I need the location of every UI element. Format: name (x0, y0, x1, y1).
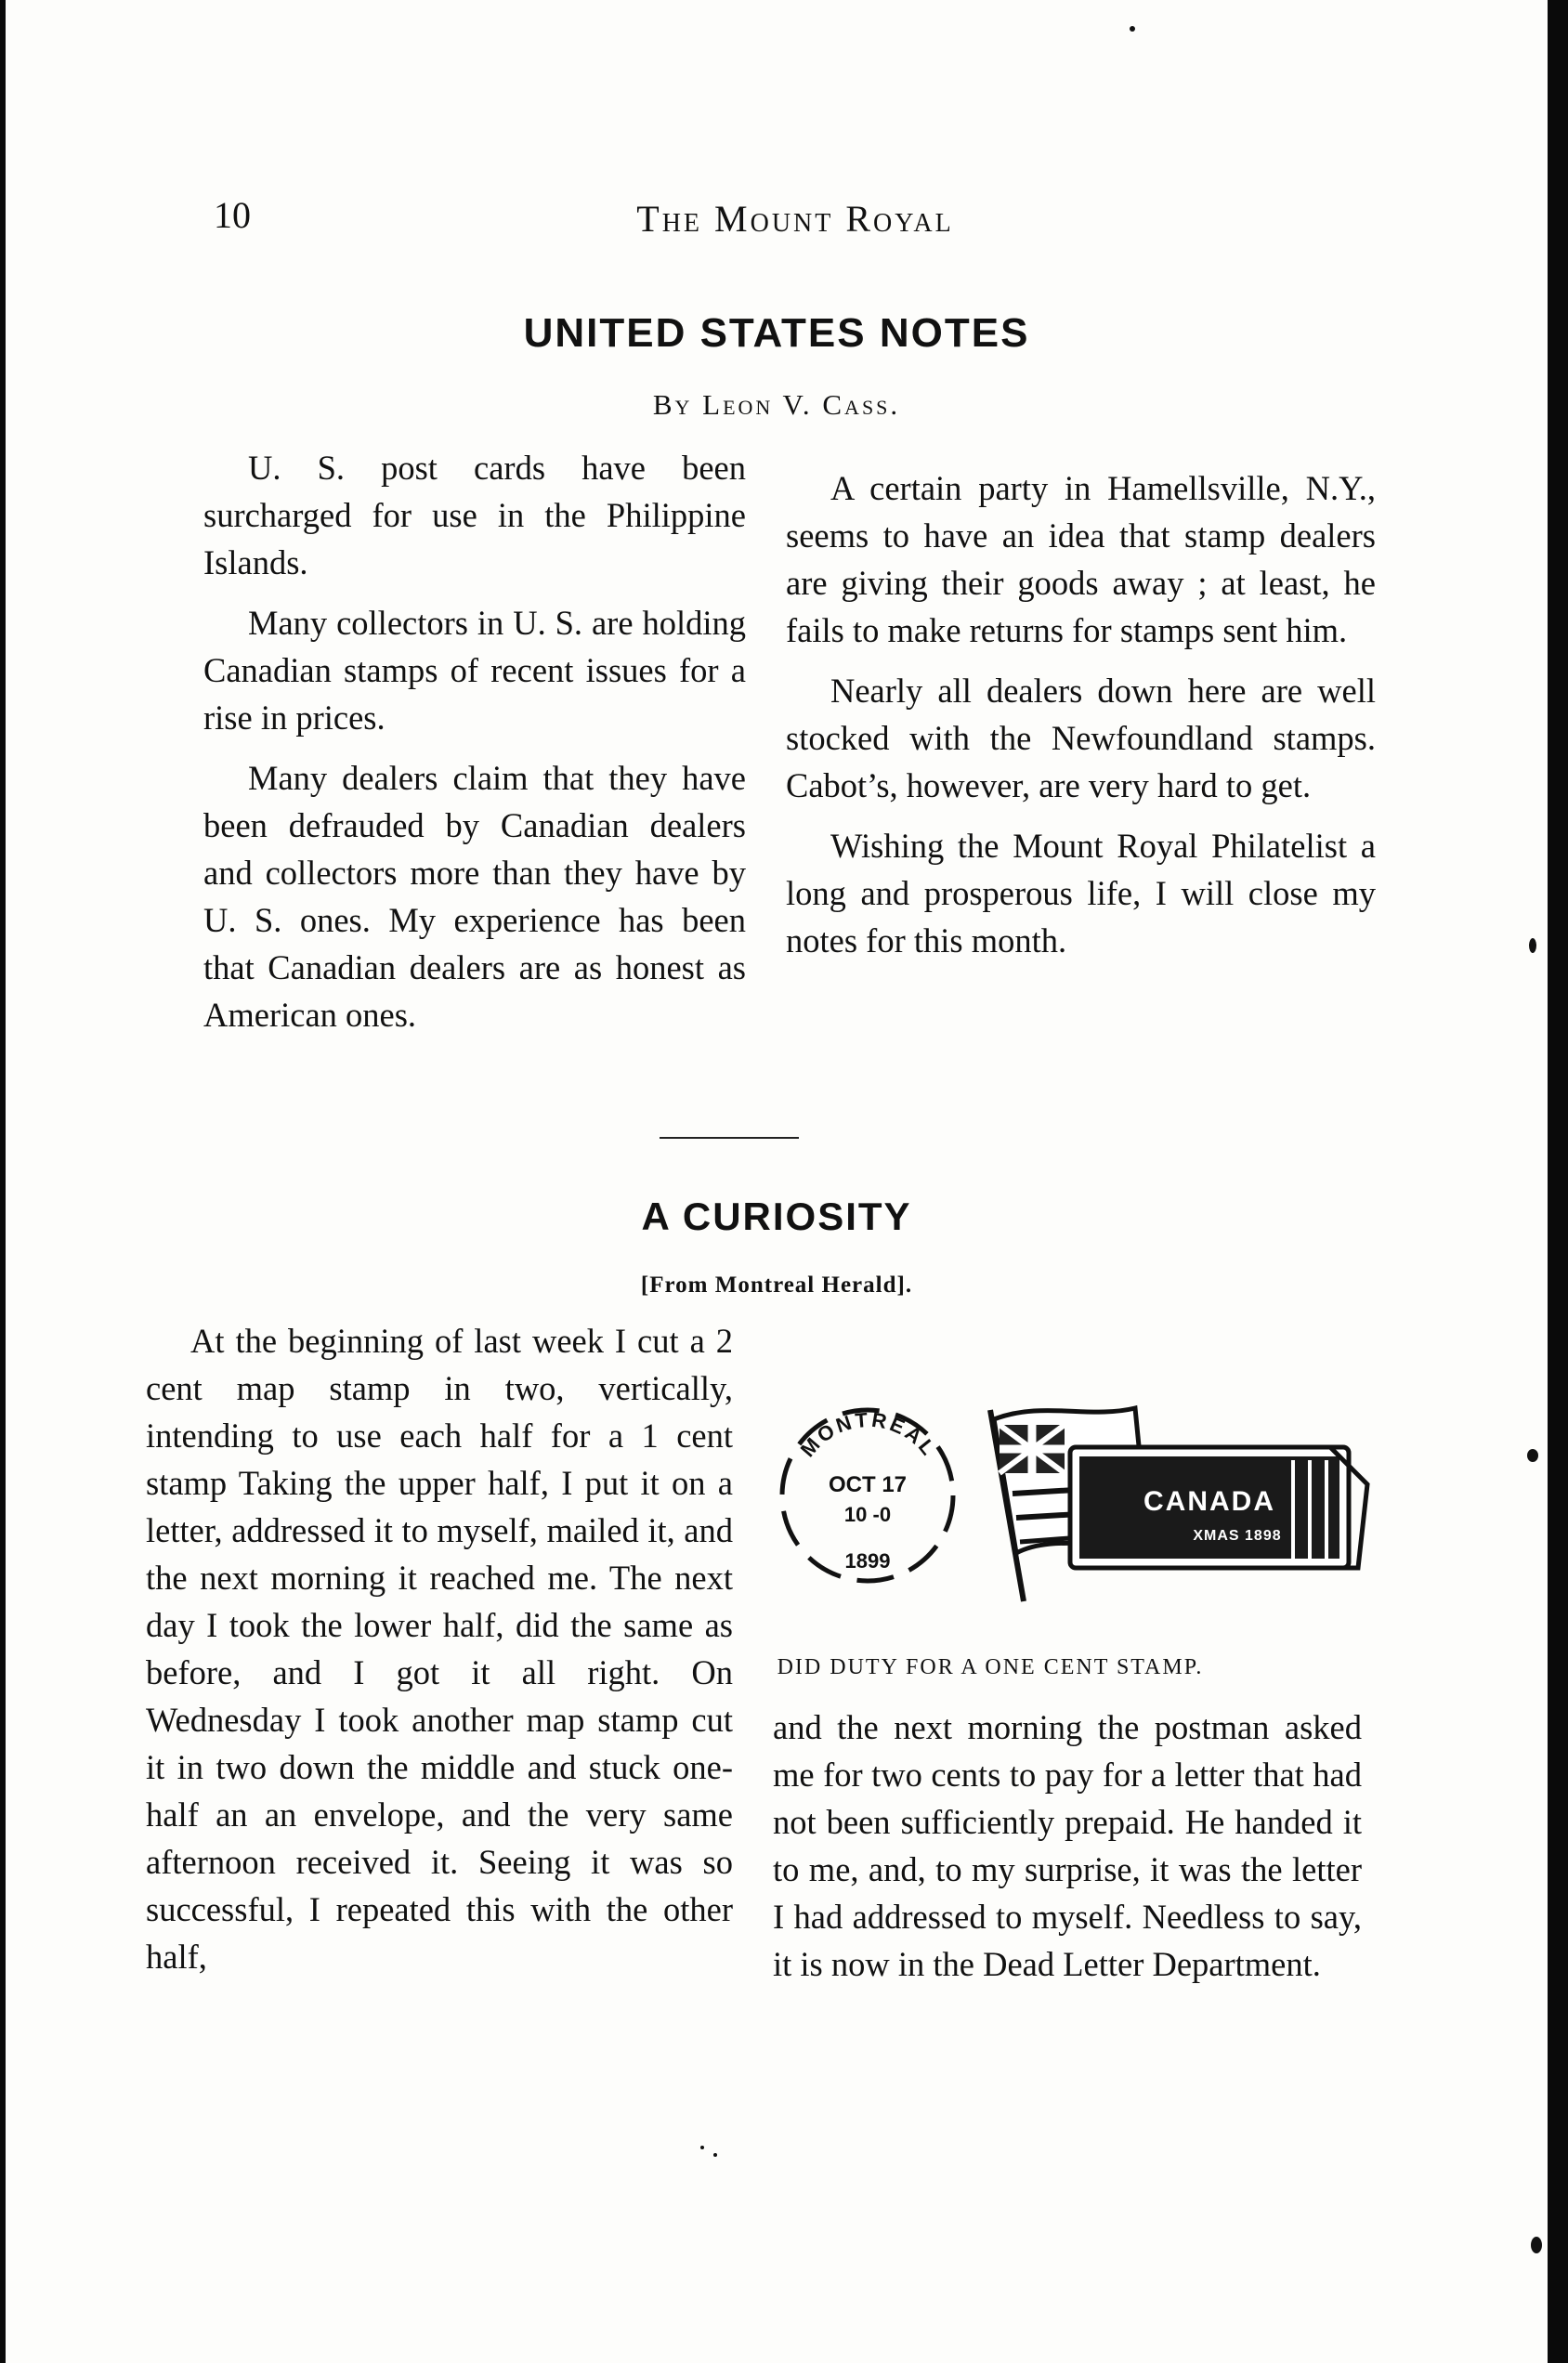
article-title-a-curiosity: A CURIOSITY (641, 1195, 912, 1238)
figure-caption: DID DUTY FOR A ONE CENT STAMP. (777, 1655, 1204, 1679)
paragraph: At the beginning of last week I cut a 2 cent map stamp in two, vertically, intending to use each half for a 1 cent stamp Taking the upper half, I put it on a letter, addressed it to myself, mailed it, and the next morning it reached me. The next day I took the lower half, did the same as before, and I got it all right. On Wednesday I took another map stamp cut it in two down the middle and stuck one-half an an envelope, and the very same afternoon received it. Seeing it was so successful, I repeated this with the other half, (146, 1322, 733, 1976)
postmark-time: 10 -0 (843, 1503, 892, 1526)
article-source: [From Montreal Herald]. (640, 1273, 913, 1298)
article1-right-column (786, 464, 1376, 977)
cancel-label: CANADA (1143, 1486, 1275, 1517)
article-byline: By Leon V. Cass. (652, 388, 901, 421)
article2-right-column (773, 1704, 1362, 2001)
stamp-figure (773, 1382, 1377, 1624)
postmark-year: 1899 (844, 1549, 891, 1573)
figure-caption-row (6, 1655, 1548, 1680)
running-head (6, 193, 1548, 249)
article1-left-column (203, 444, 746, 1051)
paragraph: and the next morning the postman asked me for two cents to pay for a letter that had not been sufficiently prepaid. He handed it to me, and, to my surprise, it was the letter I had addressed to myself. Needless to say, it is now in the Dead Letter Department. (773, 1708, 1362, 1983)
paragraph: U. S. post cards have been surcharged for use in the Philippine Islands. (203, 449, 746, 581)
paragraph: Many dealers claim that they have been defrauded by Canadian dealers and collectors more than they have by U. S. ones. My experience has been that Canadian dealers are as honest as American ones. (203, 759, 746, 1034)
postmark-city: MONTREAL (795, 1407, 942, 1462)
scan-speck (700, 2146, 704, 2149)
scan-speck (1527, 1449, 1538, 1462)
svg-text:MONTREAL (796, 1408, 942, 1462)
section-divider (660, 1137, 799, 1139)
document-page (6, 0, 1548, 2363)
flag-cancel (990, 1408, 1367, 1601)
scan-speck (1529, 938, 1536, 953)
paragraph: Wishing the Mount Royal Philatelist a long and prosperous life, I will close my notes for this month. (786, 827, 1376, 960)
cancel-sublabel: XMAS 1898 (1193, 1528, 1282, 1544)
scan-speck (713, 2153, 717, 2157)
scan-border-right (1548, 0, 1568, 2363)
article-title-united-states-notes: UNITED STATES NOTES (523, 310, 1030, 356)
journal-title: The Mount Royal (636, 198, 954, 240)
paragraph: Nearly all dealers down here are well stocked with the Newfoundland stamps. Cabot’s, however, are very hard to get. (786, 672, 1376, 804)
paragraph: Many collectors in U. S. are holding Canadian stamps of recent issues for a rise in prices. (203, 604, 746, 737)
postmark-date: OCT 17 (828, 1472, 908, 1497)
scan-speck (1531, 2237, 1542, 2253)
postmark (782, 1408, 953, 1581)
page-number: 10 (214, 194, 251, 236)
scan-speck (1130, 26, 1135, 32)
paragraph: A certain party in Hamellsville, N.Y., seems to have an idea that stamp dealers are giving their goods away ; at least, he fails to make returns for stamps sent him. (786, 469, 1376, 649)
stamp-illustration (773, 1382, 1377, 1624)
